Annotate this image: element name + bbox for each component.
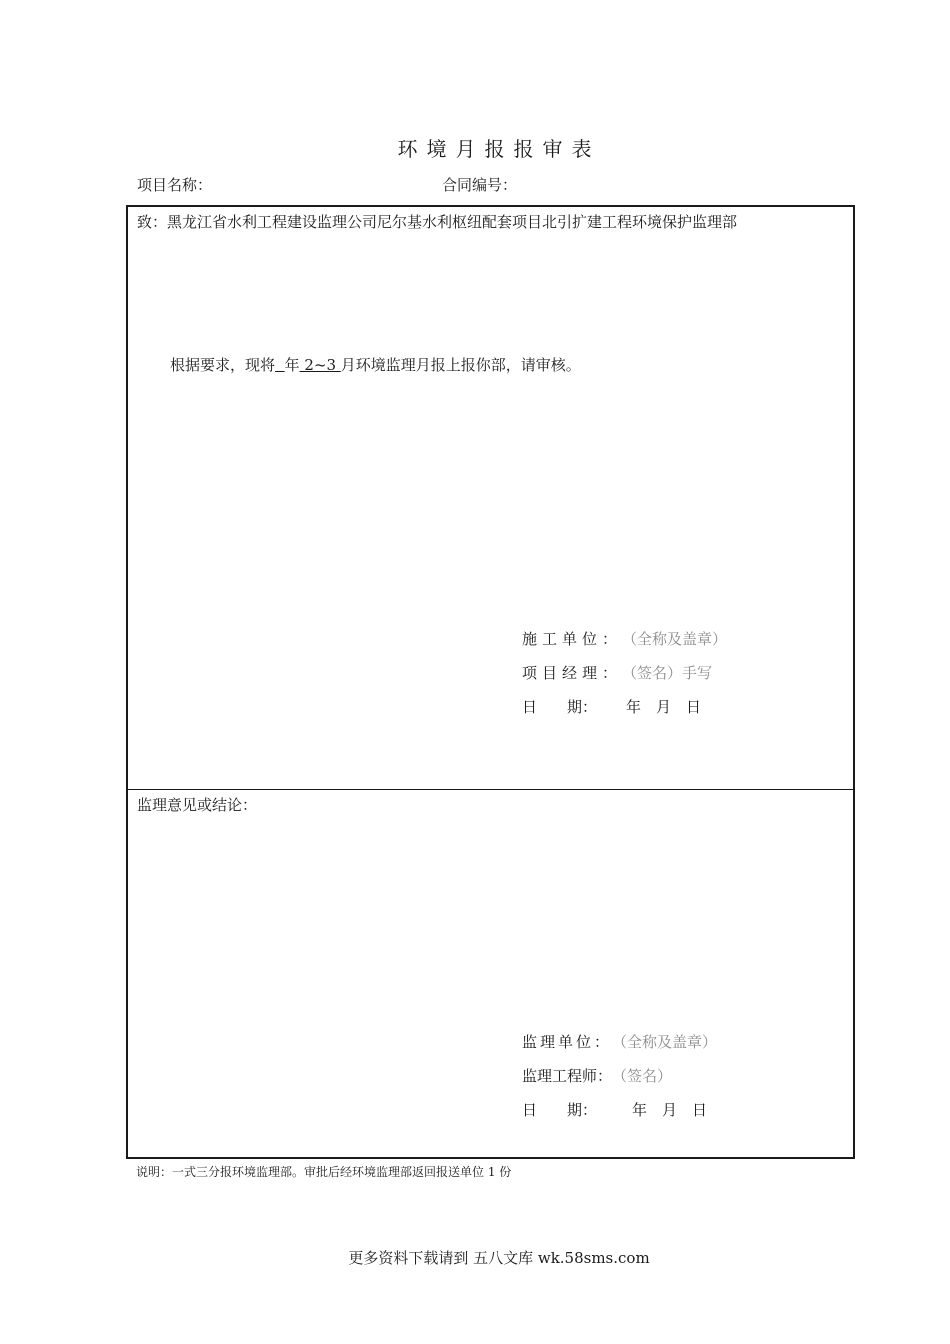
supervisor-unit-label: 监理单位：: [522, 1033, 613, 1051]
opinion-label: 监理意见或结论：: [137, 796, 258, 814]
manager-row: [522, 662, 712, 683]
addressee-line: 致：黑龙江省水利工程建设监理公司尼尔基水利枢纽配套项目北引扩建工程环境保护监理部: [137, 213, 738, 231]
project-name-label: 项目名称：: [137, 176, 213, 194]
engineer-hint: （签名）: [612, 1067, 673, 1085]
section-divider: [128, 789, 853, 790]
manager-label: 项目经理：: [522, 664, 623, 682]
statement-prefix: 根据要求，现将: [170, 356, 276, 374]
month-value: 2~3: [299, 356, 341, 374]
date-label-1: 日 期：: [522, 698, 598, 716]
year-label: 年: [284, 356, 300, 374]
contractor-hint: （全称及盖章）: [622, 630, 728, 648]
report-statement: [170, 354, 581, 375]
date-row-2: [522, 1099, 707, 1120]
date-label-2: 日 期：: [522, 1101, 598, 1119]
engineer-label: 监理工程师：: [522, 1067, 613, 1085]
form-box: [126, 205, 855, 1159]
date-value-2: 年 月 日: [632, 1101, 708, 1119]
manager-hint: （签名）手写: [622, 664, 713, 682]
footnote: 说明：一式三分报环境监理部。审批后经环境监理部返回报送单位 1 份: [136, 1165, 512, 1179]
supervisor-unit-row: [522, 1031, 717, 1052]
form-title: 环境月报报审表: [397, 137, 601, 161]
statement-suffix: 月环境监理月报上报你部，请审核。: [340, 356, 581, 374]
contract-no-label: 合同编号：: [442, 176, 518, 194]
footer-link-text[interactable]: 更多资料下载请到 五八文库 wk.58sms.com: [348, 1249, 650, 1267]
contractor-label: 施工单位：: [522, 630, 623, 648]
engineer-row: [522, 1065, 672, 1086]
year-blank: [275, 356, 285, 374]
date-row-1: [522, 696, 701, 717]
supervisor-unit-hint: （全称及盖章）: [612, 1033, 718, 1051]
date-value-1: 年 月 日: [626, 698, 702, 716]
contractor-row: [522, 628, 727, 649]
